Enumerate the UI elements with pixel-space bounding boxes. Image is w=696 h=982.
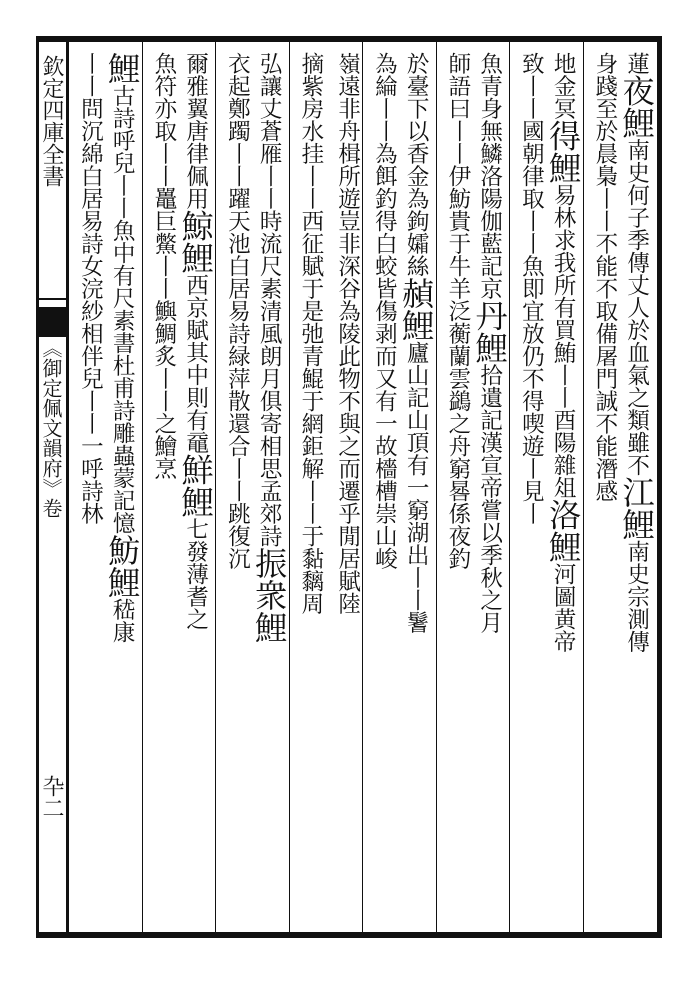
headword: 鯨 — [176, 209, 215, 242]
text-run: 古詩呼兒丨丨魚中有尺素書杜甫詩雕蟲蒙記憶 — [109, 84, 136, 534]
margin-title: 欽定四庫全書 — [39, 55, 64, 187]
text-run: 皆傷剥而又有一故檣槽崇山峻 — [371, 277, 398, 570]
headword: 洛 — [544, 498, 583, 531]
column-rule — [289, 42, 290, 932]
text-column — [103, 52, 142, 926]
text-column — [516, 52, 545, 926]
text-run: 拾遺記漢宣帝嘗以季秋之月 — [476, 363, 503, 634]
text-run: 摘紫房水挂丨丨西征賦于是弛青鯤于網鉅解丨丨于黏黐周 — [297, 52, 324, 615]
page-number: 卆二 — [39, 775, 64, 819]
top-border — [36, 36, 662, 42]
text-run: 泛蘅蘭雲鷁之舟窮晷係夜釣 — [444, 299, 471, 570]
text-run: 於臺下以香金為鉤孀絲 — [403, 52, 430, 277]
text-run: 遊丨見丨 — [518, 434, 545, 525]
text-run: 爾雅翼唐律佩用 — [182, 52, 209, 210]
headword: 鮮 — [176, 453, 215, 486]
text-run: 炙丨丨之鱠烹 — [150, 344, 177, 480]
headword: 江 — [617, 476, 656, 508]
text-run: 魚青身無鱗洛陽伽藍記京 — [476, 52, 503, 300]
text-column — [296, 52, 322, 926]
text-run: 嶺遠非舟楫所遊豈非深谷為陵此物不與之而遷乎閒居賦陸 — [334, 52, 361, 615]
text-run: 嵇康 — [109, 598, 136, 643]
text-run: 衣起鄭躅丨丨躍天池白居易詩緑萍散還合丨丨跳復沉 — [224, 52, 251, 570]
text-run: 為綸丨丨為餌釣得白蛟 — [371, 52, 398, 277]
headword: 鯉 — [176, 485, 215, 518]
text-run: 七發薄耆之 — [182, 517, 209, 630]
text-run: 廬山記山頂有一窮湖出丨丨鬐 — [403, 341, 430, 634]
headword: 鯉 — [544, 530, 583, 563]
text-run: 地金冥 — [550, 52, 577, 120]
text-run: 蓮 — [623, 52, 650, 75]
text-column — [369, 52, 398, 926]
headword: 鯉 — [617, 508, 656, 540]
headword: 鯉 — [250, 611, 289, 643]
text-run: 弘讓丈蒼雁丨丨時流尺素清風朗月俱寄相思孟郊詩 — [256, 52, 283, 547]
column-rule — [509, 42, 510, 932]
headword: 魴 — [103, 534, 142, 566]
text-run: 詩林 — [77, 479, 104, 525]
text-run: 易林求我所有買鮪丨丨酉陽雜俎 — [550, 183, 577, 499]
headword: 得 — [544, 119, 583, 152]
headword: 鯉 — [176, 241, 215, 274]
headword: 衆 — [250, 579, 289, 611]
text-column — [222, 52, 251, 926]
column-rule — [362, 42, 363, 932]
text-column — [470, 52, 509, 926]
margin-subtitle: 《御定佩文韻府》卷 — [39, 338, 63, 518]
text-run: 國朝律取丨丨魚即宜放仍不得喫 — [518, 119, 545, 435]
text-column — [397, 52, 436, 926]
headword: 鯉 — [470, 331, 509, 364]
headword: 振 — [250, 547, 289, 579]
headword: 鯉 — [544, 151, 583, 184]
text-run: 南史何子季傳丈人於血氣之類雖不 — [623, 138, 650, 476]
bottom-border — [36, 932, 662, 938]
text-column — [75, 52, 104, 926]
text-column — [544, 52, 583, 926]
text-column — [590, 52, 616, 926]
text-column — [333, 52, 359, 926]
text-run: 丨丨問沉綿白居易詩女浣紗相伴兒丨丨一呼 — [77, 52, 104, 480]
text-run: 鼉巨鱉丨丨鱮鯛 — [150, 187, 177, 345]
margin-separator — [36, 298, 68, 300]
column-rule — [436, 42, 437, 932]
text-run: 南史宗測傳 — [623, 540, 650, 653]
headword: 鯉 — [103, 52, 142, 84]
headword: 鯉 — [103, 566, 142, 598]
text-run: 河圖黄帝 — [550, 562, 577, 653]
text-run: 誠不能潛感 — [591, 389, 618, 502]
text-column — [176, 52, 215, 926]
text-column — [443, 52, 469, 926]
column-rule — [215, 42, 216, 932]
text-run: 身踐至於晨梟丨丨不能不取備屠門 — [591, 52, 618, 390]
text-column — [250, 52, 289, 926]
text-run: 西京賦其中則有黿 — [182, 273, 209, 454]
text-column — [617, 52, 656, 926]
fishtail-mark — [38, 307, 66, 337]
margin-divider — [66, 36, 69, 938]
column-rule — [142, 42, 143, 932]
headword: 鯉 — [397, 309, 436, 341]
text-run: 魚符亦取丨丨 — [150, 52, 177, 187]
headword: 鯉 — [617, 106, 656, 139]
column-rule — [583, 42, 584, 932]
headword: 赬 — [397, 277, 436, 309]
headword: 夜 — [617, 74, 656, 107]
text-column — [149, 52, 175, 926]
text-run: 師語曰丨丨伊魴貴于牛羊 — [444, 52, 471, 300]
right-border — [657, 36, 662, 938]
headword: 丹 — [470, 299, 509, 332]
text-run: 致丨丨 — [518, 52, 545, 120]
